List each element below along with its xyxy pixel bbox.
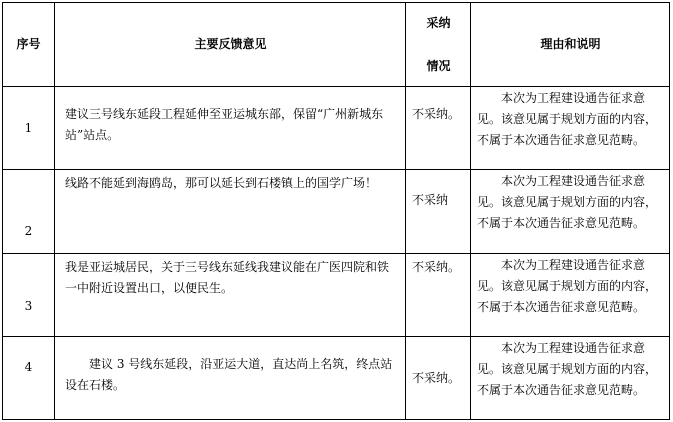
table-row-2-feedback bbox=[55, 170, 406, 254]
header-index bbox=[2, 2, 55, 87]
row-index: 2 bbox=[24, 223, 33, 238]
table-row-1-status bbox=[406, 87, 471, 170]
table-row-1-reason bbox=[471, 87, 670, 170]
reason-text: 本次为工程建设通告征求意见。该意见属于规划方面的内容，不属于本次通告征求意见范畴。 bbox=[477, 258, 658, 314]
row-index: 4 bbox=[24, 360, 33, 374]
table-row-2-status bbox=[406, 170, 471, 254]
table-row-3-feedback bbox=[55, 254, 406, 337]
feedback-text: 建议 3 号线东延段，沿亚运大道，直达尚上名筑，终点站设在石楼。 bbox=[65, 357, 393, 392]
table-row-3-index bbox=[2, 254, 55, 337]
header-reason-label: 理由和说明 bbox=[540, 37, 601, 51]
status-text: 不采纳。 bbox=[412, 260, 461, 274]
table-row-1-feedback bbox=[55, 87, 406, 170]
table-row-3-reason bbox=[471, 254, 670, 337]
status-text: 不采纳 bbox=[412, 193, 449, 207]
table-row-4-feedback bbox=[55, 337, 406, 420]
feedback-table bbox=[2, 2, 670, 420]
table-row-4-reason bbox=[471, 337, 670, 420]
header-adopt bbox=[406, 2, 471, 87]
reason-text: 本次为工程建设通告征求意见。该意见属于规划方面的内容，不属于本次通告征求意见范畴。 bbox=[477, 91, 658, 147]
reason-text: 本次为工程建设通告征求意见。该意见属于规划方面的内容，不属于本次通告征求意见范畴。 bbox=[477, 174, 658, 230]
header-index-label: 序号 bbox=[16, 37, 41, 51]
feedback-text: 线路不能延到海鸥岛，那可以延长到石楼镇上的国学广场！ bbox=[65, 176, 378, 190]
row-index: 1 bbox=[24, 121, 33, 135]
header-feedback-label: 主要反馈意见 bbox=[194, 37, 267, 51]
table-row-2-reason bbox=[471, 170, 670, 254]
table-row-3-status bbox=[406, 254, 471, 337]
row-index: 3 bbox=[24, 299, 33, 313]
header-feedback bbox=[55, 2, 406, 87]
table-row-1-index bbox=[2, 87, 55, 170]
feedback-text: 我是亚运城居民，关于三号线东延线我建议能在广医四院和铁一中附近设置出口，以便民生。 bbox=[65, 260, 390, 295]
header-adopt-label-2: 情况 bbox=[426, 58, 451, 73]
reason-text: 本次为工程建设通告征求意见。该意见属于规划方面的内容，不属于本次通告征求意见范畴。 bbox=[477, 341, 658, 397]
table-row-2-index bbox=[2, 170, 55, 254]
status-text: 不采纳。 bbox=[412, 107, 461, 121]
header-reason bbox=[471, 2, 670, 87]
table-row-4-status bbox=[406, 337, 471, 420]
feedback-text: 建议三号线东延段工程延伸至亚运城东部，保留“广州新城东站”站点。 bbox=[65, 107, 384, 142]
status-text: 不采纳。 bbox=[412, 371, 461, 385]
header-adopt-label-1: 采纳 bbox=[426, 15, 451, 30]
table-row-4-index bbox=[2, 337, 55, 420]
